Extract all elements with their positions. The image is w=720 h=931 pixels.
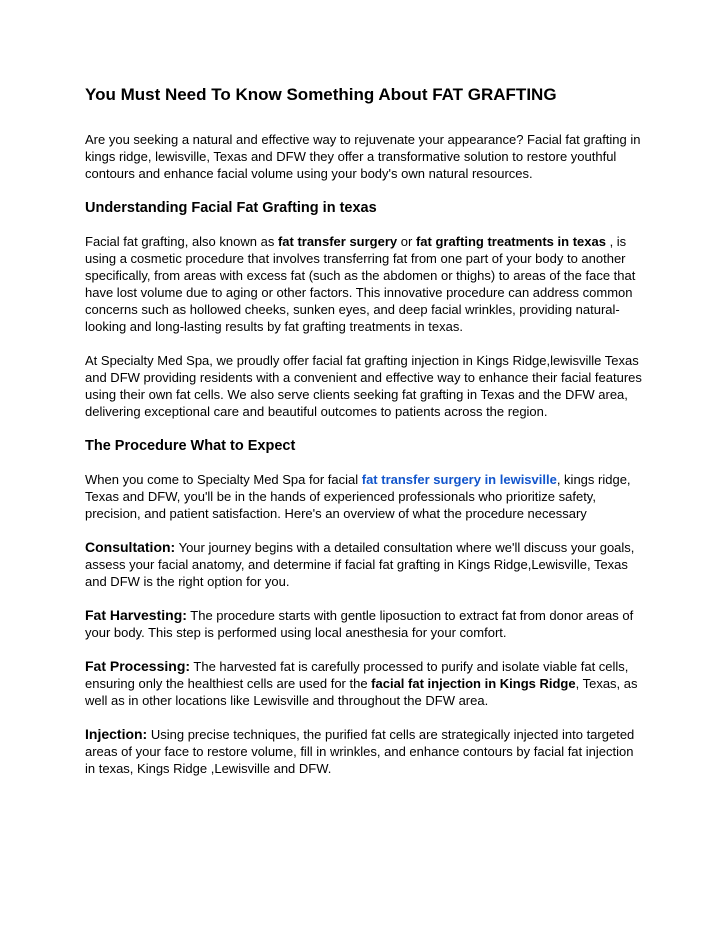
fat-transfer-surgery-link[interactable]: fat transfer surgery in lewisville — [361, 472, 557, 487]
text-run: The harvested fat is carefully processed to purify and isolate viable fat cells, ensuring only the healthiest cells are used for the — [85, 659, 629, 691]
harvesting-paragraph — [85, 607, 645, 641]
consultation-label: Consultation: — [85, 539, 176, 555]
understanding-paragraph-1 — [85, 233, 645, 335]
injection-paragraph — [85, 726, 645, 777]
section-heading-procedure: The Procedure What to Expect — [85, 438, 296, 454]
text-run: , kings ridge, Texas and DFW, you'll be in the hands of experienced professionals who prioritize safety, precision, and patient satisfaction. Here's an overview of what the procedure necessary — [85, 472, 631, 521]
text-run: Using precise techniques, the purified fat cells are strategically injected into targeted areas of your face to restore volume, fill in wrinkles, and enhance contours by facial fat injection in texas, Kings Ridge ,Lewisville and DFW. — [85, 727, 635, 776]
text-run: Facial fat grafting, also known as — [85, 234, 278, 249]
text-run: , is using a cosmetic procedure that involves transferring fat from one part of your body to another specifically, from areas with excess fat (such as the abdomen or thighs) to areas of the face that have lost volume due to aging or other factors. This innovative procedure can address common concerns such as hollowed cheeks, sunken eyes, and deep facial wrinkles, providing natural-looking and long-lasting results by fat grafting treatments in texas. — [85, 234, 636, 334]
document-page — [85, 84, 645, 794]
processing-label: Fat Processing: — [85, 658, 191, 674]
consultation-paragraph — [85, 539, 645, 590]
bold-fat-grafting-treatments: fat grafting treatments in texas — [415, 234, 606, 249]
understanding-paragraph-2: At Specialty Med Spa, we proudly offer facial fat grafting injection in Kings Ridge,lewisville Texas and DFW providing residents with a convenient and effective way to enhance their facial features using their own fat cells. We also serve clients seeking fat grafting in Texas and the DFW area, delivering exceptional care and beautiful outcomes to patients across the region. — [85, 353, 642, 419]
processing-paragraph — [85, 658, 645, 709]
intro-paragraph: Are you seeking a natural and effective way to rejuvenate your appearance? Facial fat grafting in kings ridge, lewisville, Texas and DFW they offer a transformative solution to restore youthful contours and enhance facial volume using your body's own natural resources. — [85, 132, 641, 181]
section-heading-understanding: Understanding Facial Fat Grafting in texas — [85, 200, 377, 216]
harvesting-label: Fat Harvesting: — [85, 607, 187, 623]
text-run: or — [397, 234, 416, 249]
text-run: The procedure starts with gentle liposuction to extract fat from donor areas of your body. This step is performed using local anesthesia for your comfort. — [85, 608, 634, 640]
bold-fat-transfer-surgery: fat transfer surgery — [277, 234, 398, 249]
bold-facial-fat-injection: facial fat injection in Kings Ridge — [371, 676, 576, 691]
text-run: Your journey begins with a detailed consultation where we'll discuss your goals, assess your facial anatomy, and determine if facial fat grafting in Kings Ridge,Lewisville, Texas and DFW is the right option for you. — [85, 540, 635, 589]
injection-label: Injection: — [85, 726, 148, 742]
page-title: You Must Need To Know Something About FAT GRAFTING — [85, 85, 557, 104]
text-run: When you come to Specialty Med Spa for facial — [85, 472, 362, 487]
text-run: , Texas, as well as in other locations like Lewisville and throughout the DFW area. — [85, 676, 638, 708]
procedure-paragraph-1 — [85, 471, 645, 522]
